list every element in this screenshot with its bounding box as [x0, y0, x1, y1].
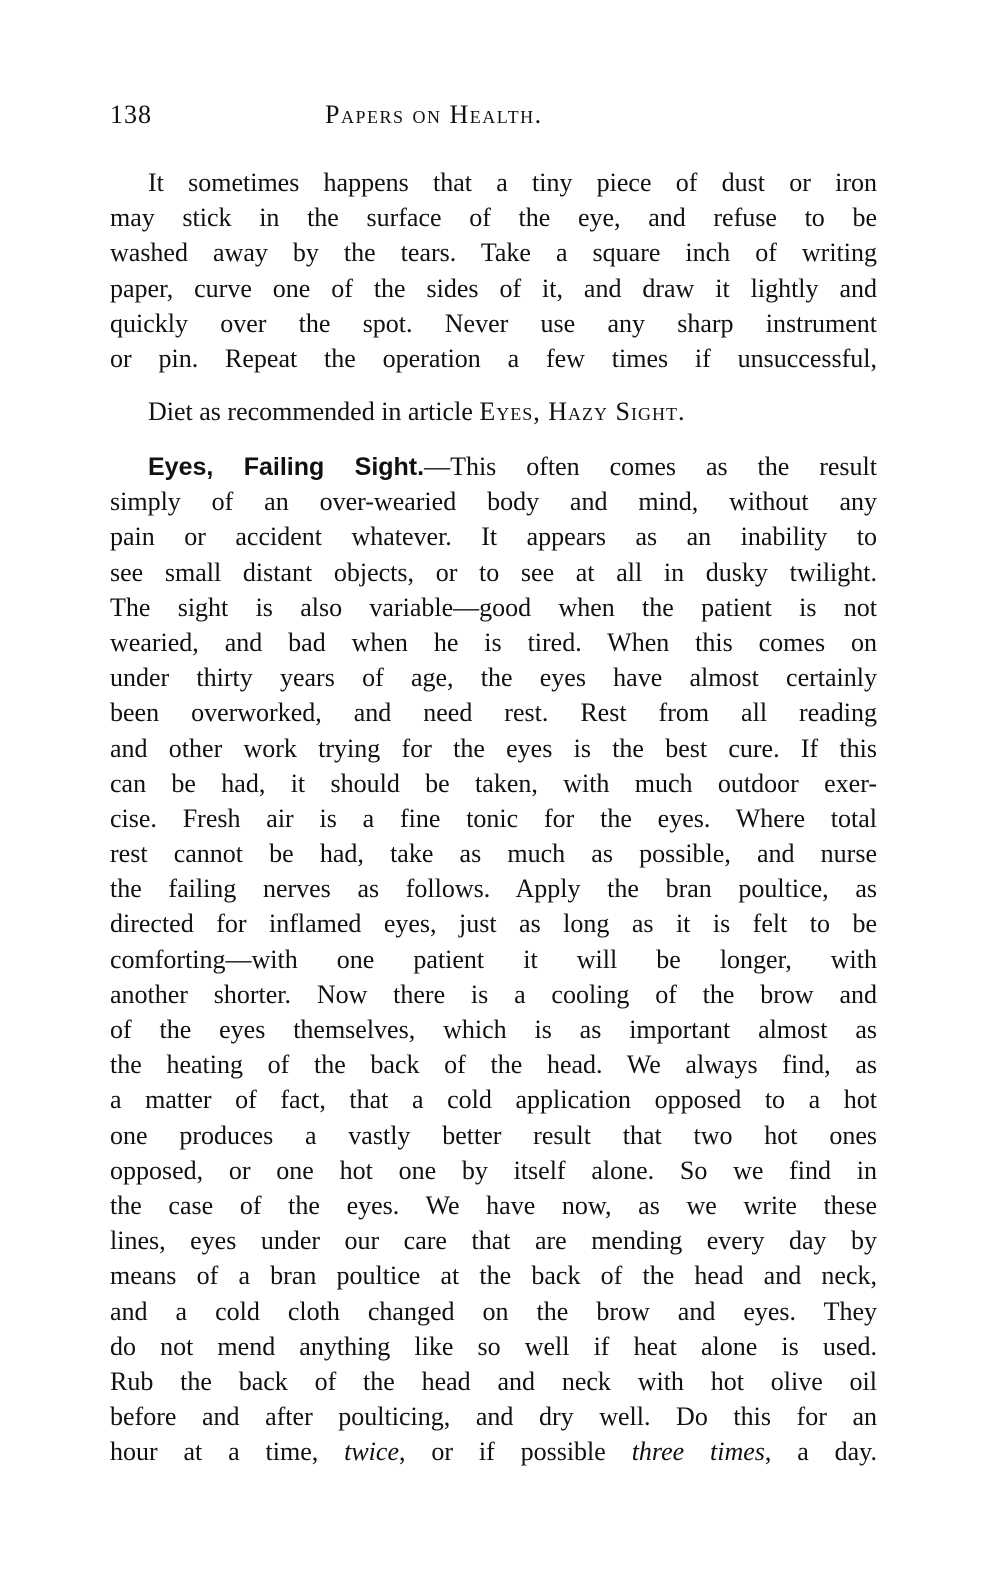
text-line: one produces a vastly better result that two hot ones: [110, 1120, 877, 1150]
text-line: simply of an over-wearied body and mind, without any: [110, 487, 877, 517]
running-header: [110, 100, 877, 140]
text-line: or pin. Repeat the operation a few times if unsuccessful,: [110, 343, 877, 373]
diet-text: Diet as recommended in article: [148, 397, 480, 426]
text-line: been overworked, and need rest. Rest from all reading: [110, 698, 877, 728]
text-line: and a cold cloth changed on the brow and eyes. They: [110, 1296, 877, 1326]
text-line: before and after poulticing, and dry well. Do this for an: [110, 1402, 877, 1432]
text-line: of the eyes themselves, which is as important almost as: [110, 1015, 877, 1044]
italic-text: three times: [631, 1437, 765, 1467]
text-line: means of a bran poultice at the back of the head and neck,: [110, 1261, 877, 1291]
text-line: rest cannot be had, take as much as possible, and nurse: [110, 839, 877, 869]
text-line: [110, 1434, 877, 1469]
text-line: [110, 449, 877, 484]
text-line: may stick in the surface of the eye, and refuse to be: [110, 203, 877, 233]
page-number: 138: [110, 100, 152, 129]
paragraph-failing-sight: [110, 449, 877, 1469]
running-title: Papers on Health.: [325, 100, 543, 129]
entry-heading: Eyes, Failing Sight.: [148, 453, 425, 481]
text-line: lines, eyes under our care that are mending every day by: [110, 1226, 877, 1256]
text-line: can be had, it should be taken, with much outdoor exer-: [110, 768, 877, 798]
text-line: opposed, or one hot one by itself alone. So we find in: [110, 1155, 877, 1185]
text-segment: , a day.: [764, 1437, 877, 1467]
heading-continuation: —This often comes as the result: [424, 452, 877, 481]
text-line: see small distant objects, or to see at all in dusky twilight.: [110, 557, 877, 587]
text-segment: hour at a time,: [110, 1437, 345, 1467]
text-line: the heating of the back of the head. We always find, as: [110, 1050, 877, 1080]
text-line: a matter of fact, that a cold application opposed to a hot: [110, 1085, 877, 1115]
text-line: quickly over the spot. Never use any sharp instrument: [110, 308, 877, 338]
text-line: the failing nerves as follows. Apply the bran poultice, as: [110, 874, 877, 904]
text-segment: , or if possible: [398, 1437, 632, 1467]
text-line: pain or accident whatever. It appears as an inability to: [110, 522, 877, 552]
text-line: paper, curve one of the sides of it, and draw it lightly and: [110, 273, 877, 303]
text-line: the case of the eyes. We have now, as we write these: [110, 1190, 877, 1220]
text-line: wearied, and bad when he is tired. When this comes on: [110, 627, 877, 657]
text-line: and other work trying for the eyes is the best cure. If this: [110, 733, 877, 763]
text-line: do not mend anything like so well if heat alone is used.: [110, 1331, 877, 1361]
text-line: Rub the back of the head and neck with hot olive oil: [110, 1366, 877, 1396]
text-line: [110, 394, 877, 429]
text-line: The sight is also variable—good when the patient is not: [110, 592, 877, 622]
text-line: cise. Fresh air is a fine tonic for the eyes. Where total: [110, 803, 877, 833]
cross-reference: Eyes, Hazy Sight.: [479, 397, 686, 426]
diet-note: [110, 394, 877, 429]
text-line: another shorter. Now there is a cooling of the brow and: [110, 979, 877, 1009]
italic-text: twice: [344, 1437, 399, 1467]
paragraph-dust-removal: [110, 165, 877, 376]
text-line: It sometimes happens that a tiny piece of dust or iron: [148, 168, 877, 197]
text-line: comforting—with one patient it will be longer, with: [110, 944, 877, 974]
text-line: under thirty years of age, the eyes have almost certainly: [110, 663, 877, 693]
text-line: washed away by the tears. Take a square inch of writing: [110, 238, 877, 268]
text-line: directed for inflamed eyes, just as long as it is felt to be: [110, 909, 877, 939]
